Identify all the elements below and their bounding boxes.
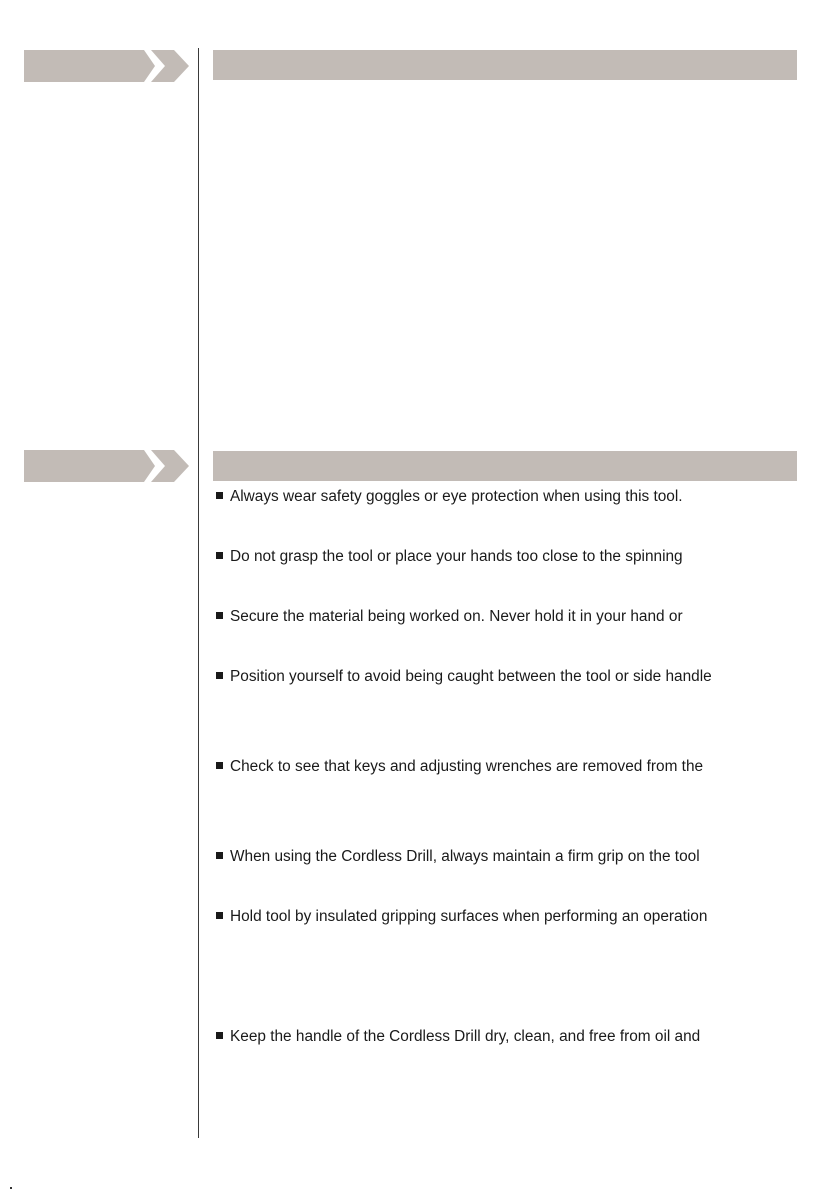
square-bullet-icon	[216, 852, 223, 859]
safety-item	[216, 548, 816, 566]
safety-item-text: Position yourself to avoid being caught between the tool or side handle	[230, 668, 712, 685]
safety-item-text: Do not grasp the tool or place your hands too close to the spinning	[230, 548, 683, 565]
chevron-right-icon	[151, 450, 189, 482]
tab-label-block	[24, 450, 155, 482]
vertical-divider	[198, 48, 199, 1138]
square-bullet-icon	[216, 1032, 223, 1039]
safety-item-text: Always wear safety goggles or eye protection when using this tool.	[230, 488, 683, 505]
square-bullet-icon	[216, 612, 223, 619]
safety-item	[216, 488, 816, 506]
safety-item	[216, 1028, 816, 1046]
safety-item	[216, 608, 816, 626]
chevron-right-icon	[151, 50, 189, 82]
safety-item	[216, 758, 816, 776]
safety-item	[216, 908, 816, 926]
safety-item-text: Check to see that keys and adjusting wrenches are removed from the	[230, 758, 704, 775]
section-tab-2	[24, 450, 189, 482]
safety-item-text: When using the Cordless Drill, always maintain a firm grip on the tool	[230, 848, 700, 865]
safety-item	[216, 668, 816, 686]
safety-item	[216, 848, 816, 866]
square-bullet-icon	[216, 912, 223, 919]
section-header-bar-2	[213, 451, 797, 481]
safety-item-text: Secure the material being worked on. Never hold it in your hand or	[230, 608, 683, 625]
safety-item-text: Keep the handle of the Cordless Drill dry, clean, and free from oil and	[230, 1028, 701, 1045]
square-bullet-icon	[216, 492, 223, 499]
square-bullet-icon	[216, 762, 223, 769]
square-bullet-icon	[216, 672, 223, 679]
safety-item-text: Hold tool by insulated gripping surfaces when performing an operation	[230, 908, 708, 925]
square-bullet-icon	[216, 552, 223, 559]
tab-label-block	[24, 50, 155, 82]
section-tab-1	[24, 50, 189, 82]
section-header-bar-1	[213, 50, 797, 80]
corner-mark	[10, 1187, 12, 1189]
